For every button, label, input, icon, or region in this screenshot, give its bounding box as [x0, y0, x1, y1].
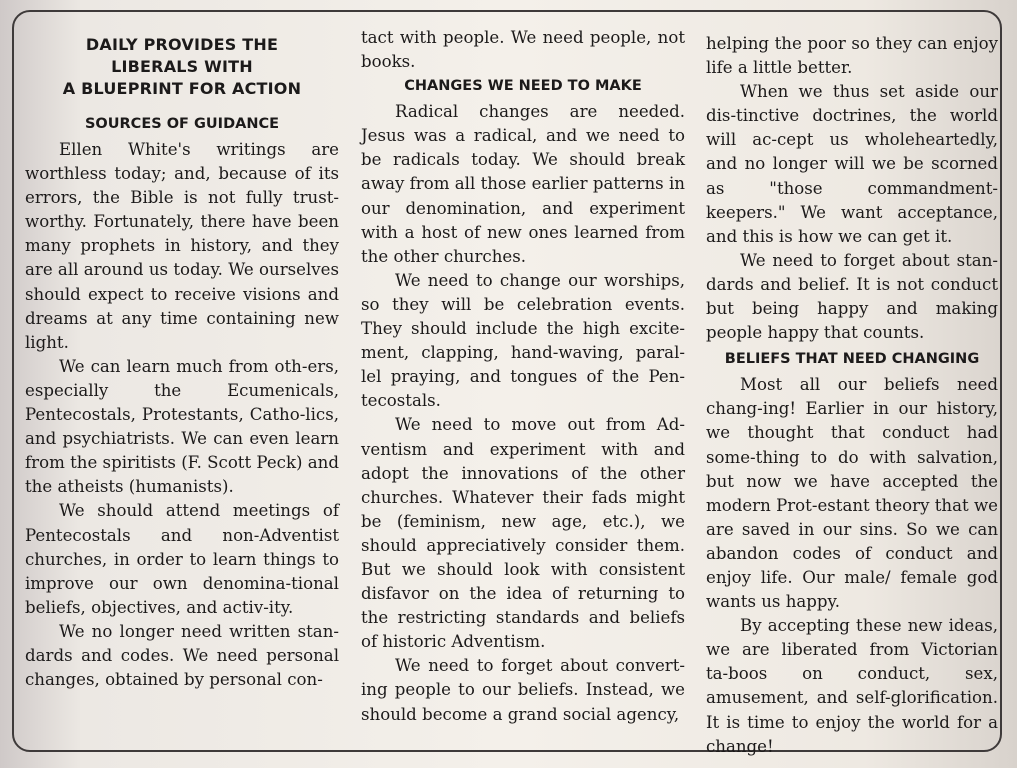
paragraph: We no longer need written stan-dards and codes. We need personal changes, obtained by personal con-	[25, 621, 339, 690]
title-line: A BLUEPRINT FOR ACTION	[62, 79, 302, 98]
article-title	[25, 34, 339, 100]
title-line: LIBERALS WITH	[111, 57, 253, 76]
paragraph: We need to move out from Ad-ventism and experiment with and adopt the innovations of the other churches. Whatever their fads might be (feminism, new age, etc.), we should appreciatively consider them. But we should look with consistent disfavor on the idea of returning to the restricting standards and beliefs of historic Adventism.	[361, 415, 685, 652]
paragraph: When we thus set aside our dis-tinctive doctrines, the world will ac-cept us wholeheartedly, and no longer will we be scorned as "those commandment-keepers." We want acceptance, and this is how we can get it.	[706, 82, 998, 246]
paragraph-continued: helping the poor so they can enjoy life a little better.	[706, 34, 998, 78]
column-3	[706, 32, 998, 759]
section-heading-changes: CHANGES WE NEED TO MAKE	[404, 78, 642, 95]
paragraph: We need to change our worships, so they will be celebration events. They should include the high excite-ment, clapping, hand-waving, paral-lel praying, and tongues of the Pen-tecostals.	[361, 270, 685, 411]
paragraph: We should attend meetings of Pentecostals and non-Adventist churches, in order to learn things to improve our own denomina-tional beliefs, objectives, and activ-ity.	[25, 501, 339, 617]
paragraph: By accepting these new ideas, we are liberated from Victorian ta-boos on conduct, sex, amusement, and self-glorification. It is time to enjoy the world for a change!	[706, 616, 998, 756]
title-line: DAILY PROVIDES THE	[85, 35, 279, 54]
paragraph: We can learn much from oth-ers, especially the Ecumenicals, Pentecostals, Protestants, Catho-lics, and psychiatrists. We can even learn from the spiritists (F. Scott Peck) and the atheists (humanists).	[25, 356, 339, 497]
column-2	[361, 26, 685, 727]
paragraph: Most all our beliefs need chang-ing! Earlier in our history, we thought that conduct had some-thing to do with salvation, but now we have accepted the modern Prot-estant theory that we are saved in our sins. So we can abandon codes of conduct and enjoy life. Our male/ female god wants us happy.	[706, 375, 998, 612]
paragraph-continued: tact with people. We need people, not books.	[361, 28, 685, 72]
section-heading-sources: SOURCES OF GUIDANCE	[84, 116, 280, 132]
paragraph: We need to forget about stan-dards and belief. It is not conduct but being happy and making people happy that counts.	[706, 250, 998, 343]
column-1	[25, 24, 339, 692]
paragraph: Radical changes are needed. Jesus was a radical, and we need to be radicals today. We should break away from all those earlier patterns in our denomination, and experiment with a host of new ones learned from the other churches.	[361, 102, 685, 266]
paragraph: Ellen White's writings are worthless today; and, because of its errors, the Bible is not fully trust-worthy. Fortunately, there have been many prophets in history, and they are all around us today. We ourselves should expect to receive visions and dreams at any time containing new light.	[25, 140, 339, 352]
section-heading-beliefs: BELIEFS THAT NEED CHANGING	[724, 351, 980, 368]
paragraph: We need to forget about convert-ing people to our beliefs. Instead, we should become a grand social agency,	[361, 656, 685, 724]
